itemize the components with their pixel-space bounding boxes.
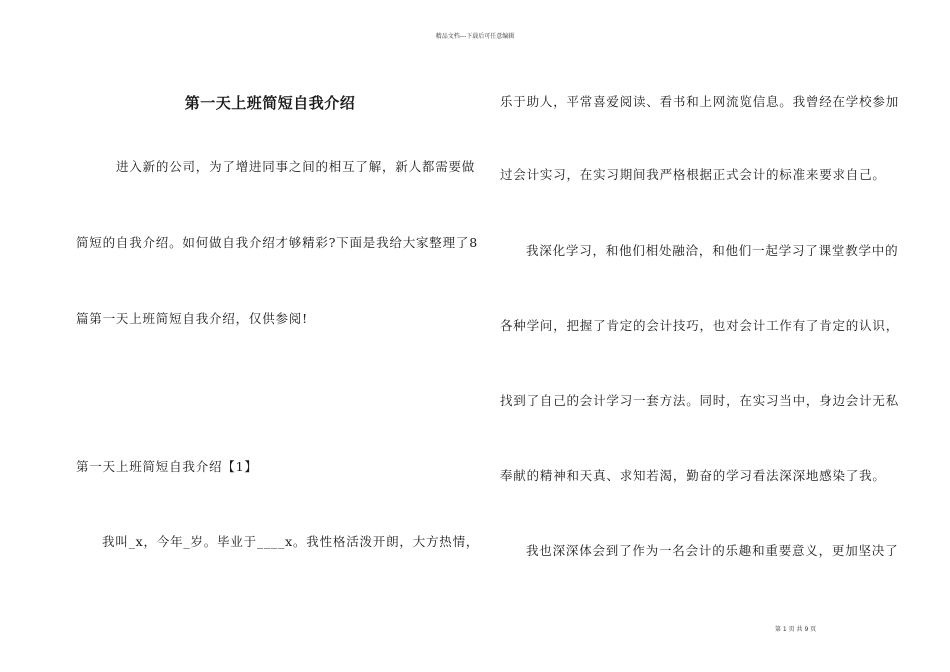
paragraph-line: 简短的自我介绍。如何做自我介绍才够精彩?下面是我给大家整理了8 — [76, 235, 478, 250]
paragraph-line: 我叫_x，今年_岁。毕业于____x。我性格活泼开朗，大方热情， — [102, 534, 480, 549]
paragraph-line: 我也深深体会到了作为一名会计的乐趣和重要意义，更加坚决了 — [526, 543, 899, 558]
paragraph-line: 过会计实习，在实习期间我严格根据正式会计的标准来要求自己。 — [500, 167, 886, 182]
document-title: 第一天上班简短自我介绍 — [184, 94, 356, 112]
paragraph-line: 各种学问，把握了肯定的会计技巧，也对会计工作有了肯定的认识， — [500, 318, 900, 333]
section-heading: 第一天上班简短自我介绍【1】 — [76, 459, 258, 474]
paragraph-line: 奉献的精神和天真、求知若渴，勤奋的学习看法深深地感染了我。 — [500, 468, 886, 483]
paragraph-line: 我深化学习，和他们相处融洽，和他们一起学习了课堂教学中的 — [526, 243, 899, 258]
paragraph-line: 找到了自己的会计学习一套方法。同时，在实习当中，身边会计无私 — [500, 393, 900, 408]
paragraph-line: 进入新的公司，为了增进同事之间的相互了解，新人都需要做 — [116, 159, 476, 174]
paragraph-line: 篇第一天上班简短自我介绍，仅供参阅! — [76, 311, 308, 326]
page-header: 精品文档---下载后可任意编辑 — [435, 33, 515, 40]
page-number: 第 1 页 共 9 页 — [775, 626, 817, 633]
paragraph-line: 乐于助人，平常喜爱阅读、看书和上网流览信息。我曾经在学校参加 — [500, 94, 900, 109]
